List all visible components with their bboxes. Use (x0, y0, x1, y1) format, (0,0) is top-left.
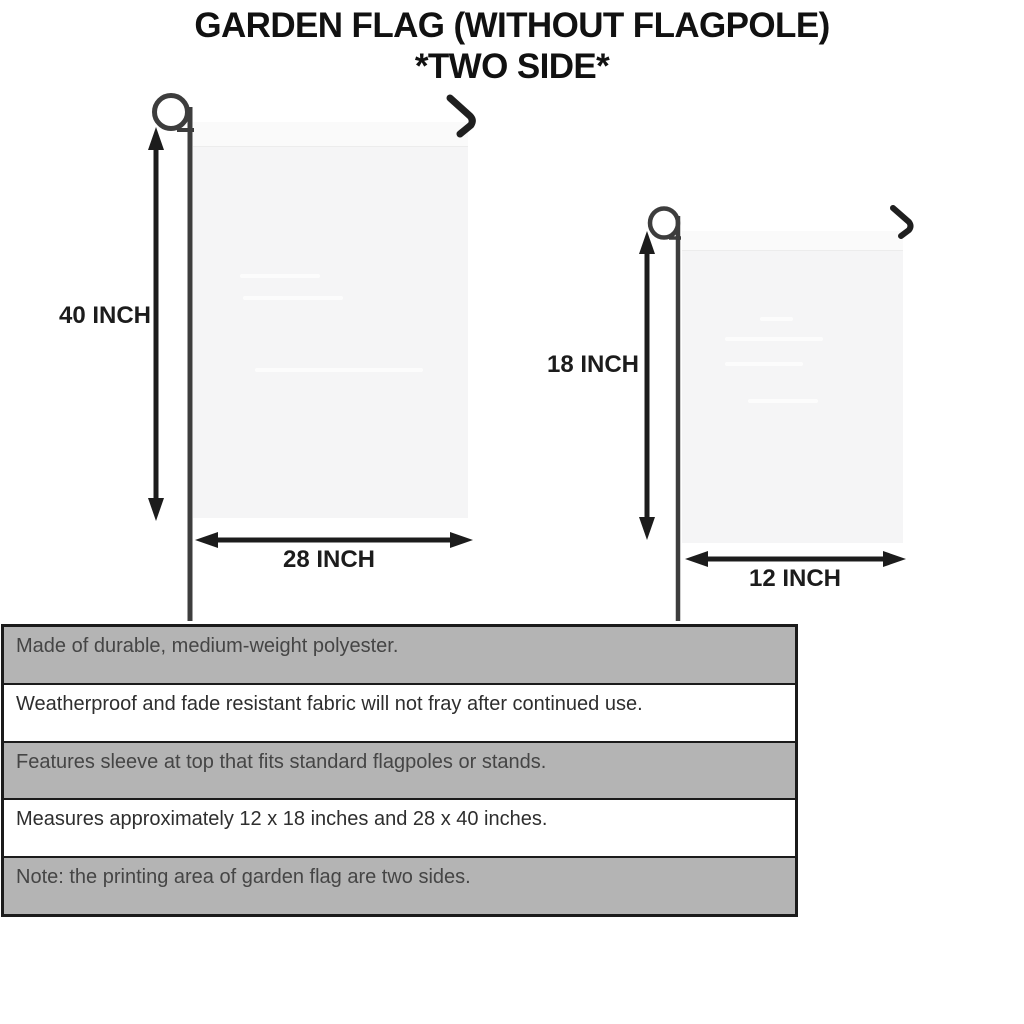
small-height-arrow-icon (639, 231, 655, 540)
spec-row: Weatherproof and fade resistant fabric will not fray after continued use. (4, 685, 795, 743)
large-flag-width-label: 28 INCH (282, 546, 376, 573)
spec-table (1, 624, 798, 917)
large-pole-loop-icon (155, 96, 188, 129)
large-flag-height-label: 40 INCH (58, 302, 152, 329)
small-flag-height-label: 18 INCH (546, 351, 640, 378)
title-line-1: GARDEN FLAG (WITHOUT FLAGPOLE) (194, 6, 830, 45)
title-line-2: *TWO SIDE* (414, 47, 610, 87)
spec-row: Measures approximately 12 x 18 inches and 28 x 40 inches. (4, 800, 795, 858)
small-pole-loop-icon (650, 209, 678, 238)
spec-row: Made of durable, medium-weight polyester. (4, 627, 795, 685)
small-flag-width-label: 12 INCH (748, 565, 842, 592)
small-flag-stopper-hook-icon (893, 208, 911, 236)
large-flag-stopper-hook-icon (450, 98, 472, 134)
spec-row: Features sleeve at top that fits standard flagpoles or stands. (4, 743, 795, 801)
spec-row: Note: the printing area of garden flag are two sides. (4, 858, 795, 914)
